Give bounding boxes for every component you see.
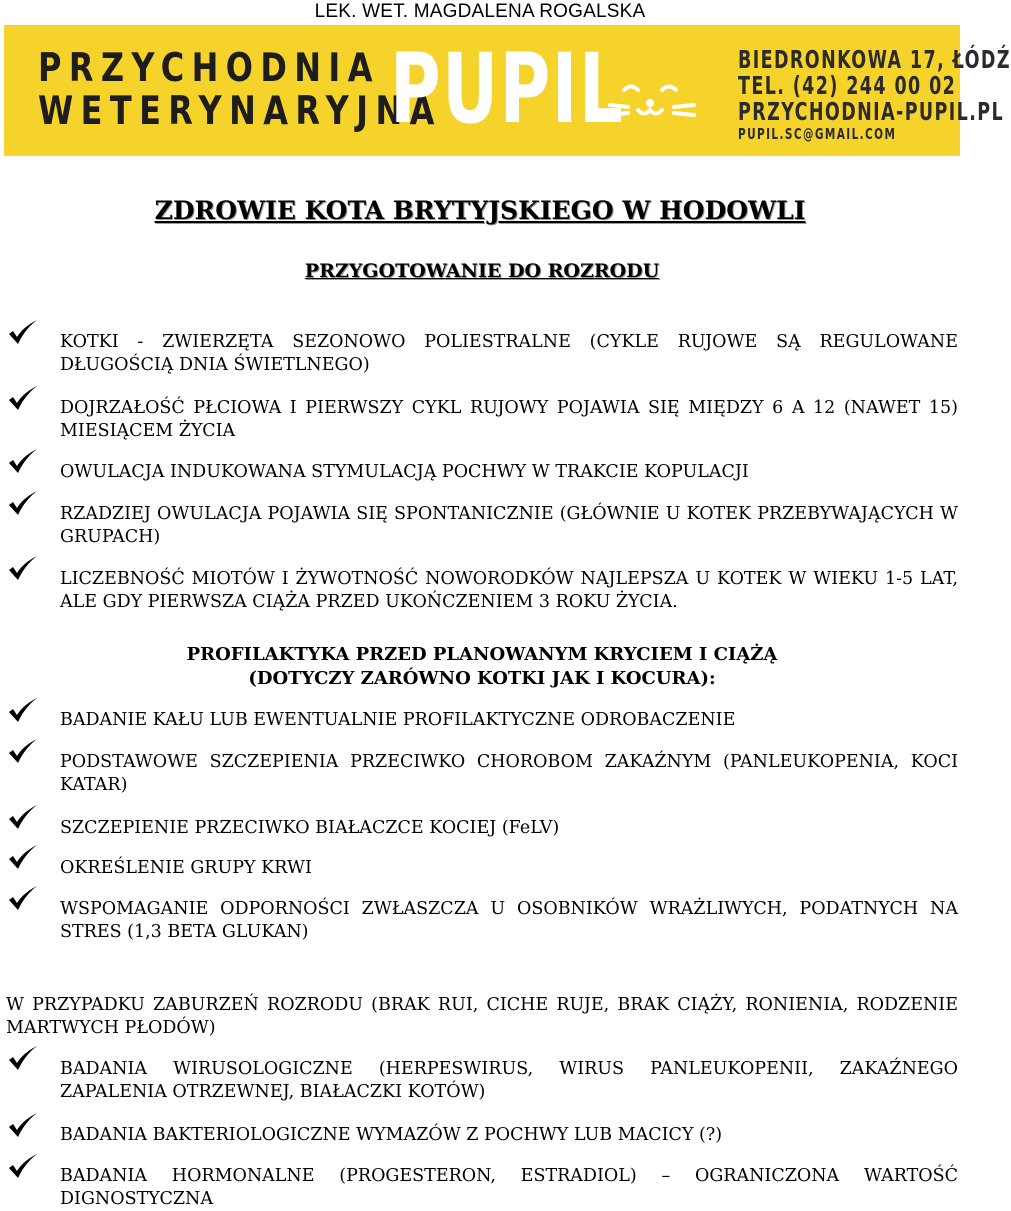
list-item: KOTKI - ZWIERZĘTA SEZONOWO POLIESTRALNE (CYKLE RUJOWE SĄ REGULOWANE DŁUGOŚCIĄ DNIA ŚWIETLNEGO) — [60, 332, 958, 375]
check-icon — [6, 802, 38, 834]
prophylaxis-heading: PROFILAKTYKA PRZED PLANOWANYM KRYCIEM I CIĄŻĄ — [186, 644, 778, 665]
clinic-banner — [4, 25, 1011, 156]
check-icon — [6, 1151, 38, 1183]
check-icon — [6, 883, 38, 915]
list-item: BADANIA WIRUSOLOGICZNE (HERPESWIRUS, WIRUS PANLEUKOPENII, ZAKAŹNEGO ZAPALENIA OTRZEWNEJ, BIAŁACZKI KOTÓW) — [60, 1059, 958, 1102]
clinic-name-line1: PRZYCHODNIA — [38, 46, 380, 91]
list-item: WSPOMAGANIE ODPORNOŚCI ZWŁASZCZA U OSOBNIKÓW WRAŻLIWYCH, PODATNYCH NA STRES (1,3 BETA GLUKAN) — [60, 899, 958, 942]
author-header: LEK. WET. MAGDALENA ROGALSKA — [314, 1, 646, 22]
check-icon — [6, 553, 38, 585]
check-icon — [6, 1110, 38, 1142]
clinic-contact — [738, 47, 1011, 143]
list-item: BADANIE KAŁU LUB EWENTUALNIE PROFILAKTYCZNE ODROBACZENIE — [60, 710, 736, 730]
page-title: ZDROWIE KOTA BRYTYJSKIEGO W HODOWLI — [154, 196, 806, 225]
prophylaxis-subheading: (DOTYCZY ZARÓWNO KOTKI JAK I KOCURA): — [248, 668, 716, 689]
check-icon — [6, 317, 38, 349]
clinic-website: PRZYCHODNIA-PUPIL.PL — [738, 97, 1005, 126]
check-icon — [6, 842, 38, 874]
list-item: OKREŚLENIE GRUPY KRWI — [60, 858, 312, 878]
check-icon — [6, 736, 38, 768]
clinic-address: BIEDRONKOWA 17, ŁÓDŹ — [738, 45, 1011, 74]
clinic-phone: TEL. (42) 244 00 02 — [738, 71, 957, 100]
check-icon — [6, 383, 38, 415]
check-icon — [6, 1043, 38, 1075]
list-item: BADANIA HORMONALNE (PROGESTERON, ESTRADIOL) – OGRANICZONA WARTOŚĆ DIGNOSTYCZNA — [60, 1166, 958, 1209]
list-item: LICZEBNOŚĆ MIOTÓW I ŻYWOTNOŚĆ NOWORODKÓW NAJLEPSZA U KOTEK W WIEKU 1-5 LAT, ALE GDY PIERWSZA CIĄŻA PRZED UKOŃCZENIEM 3 ROKU ŻYCIA. — [60, 569, 958, 612]
list-item: SZCZEPIENIE PRZECIWKO BIAŁACZCE KOCIEJ (FeLV) — [60, 818, 560, 838]
list-item: RZADZIEJ OWULACJA POJAWIA SIĘ SPONTANICZNIE (GŁÓWNIE U KOTEK PRZEBYWAJĄCYCH W GRUPACH) — [60, 504, 958, 547]
list-item: PODSTAWOWE SZCZEPIENIA PRZECIWKO CHOROBOM ZAKAŹNYM (PANLEUKOPENIA, KOCI KATAR) — [60, 752, 958, 795]
check-icon — [6, 488, 38, 520]
section-title-breeding: PRZYGOTOWANIE DO ROZRODU — [304, 260, 660, 282]
cat-face-icon — [604, 65, 704, 135]
check-icon — [6, 446, 38, 478]
list-item: BADANIA BAKTERIOLOGICZNE WYMAZÓW Z POCHWY LUB MACICY (?) — [60, 1125, 723, 1145]
clinic-name-line2: WETERYNARYJNA — [38, 89, 442, 134]
list-item: DOJRZAŁOŚĆ PŁCIOWA I PIERWSZY CYKL RUJOWY POJAWIA SIĘ MIĘDZY 6 A 12 (NAWET 15) MIESIĄCEM ŻYCIA — [60, 398, 958, 441]
brand-logo-text: PUPIL — [390, 33, 625, 145]
check-icon — [6, 695, 38, 727]
clinic-name — [38, 47, 442, 133]
clinic-email: PUPIL.SC@GMAIL.COM — [738, 125, 897, 143]
disorders-intro: W PRZYPADKU ZABURZEŃ ROZRODU (BRAK RUI, CICHE RUJE, BRAK CIĄŻY, RONIENIA, RODZENIE MARTWYCH PŁODÓW) — [6, 995, 958, 1038]
list-item: OWULACJA INDUKOWANA STYMULACJĄ POCHWY W TRAKCIE KOPULACJI — [60, 462, 749, 482]
